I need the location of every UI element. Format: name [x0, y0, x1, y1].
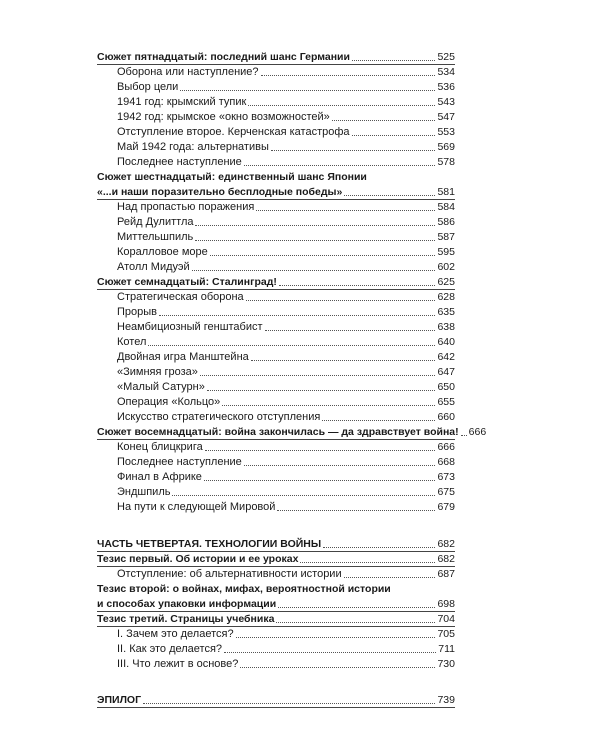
toc-subentry: [97, 485, 455, 500]
toc-page-number: 675: [437, 486, 455, 498]
toc-page-number: 584: [437, 201, 455, 213]
toc-entry-title: Искусство стратегического отступления: [117, 411, 321, 423]
toc-entry-title: 1941 год: крымский тупик: [117, 96, 247, 108]
toc-entry-title: Отступление второе. Керченская катастрофа: [117, 126, 350, 138]
toc-subentry: [97, 642, 455, 657]
toc-entry-title: Май 1942 года: альтернативы: [117, 141, 269, 153]
toc-entry-title: Прорыв: [117, 306, 158, 318]
toc-page-number: 640: [437, 336, 455, 348]
dot-leader: [256, 210, 435, 211]
toc-entry-title: ЧАСТЬ ЧЕТВЕРТАЯ. ТЕХНОЛОГИИ ВОЙНЫ: [97, 538, 322, 550]
toc-entry-title: Над пропастью поражения: [117, 201, 255, 213]
toc-entry-title: I. Зачем это делается?: [117, 628, 234, 640]
toc-page-number: 543: [437, 96, 455, 108]
dot-leader: [236, 637, 436, 638]
toc-entry-title: II. Как это делается?: [117, 643, 223, 655]
toc-subentry: [97, 455, 455, 470]
dot-leader: [222, 405, 435, 406]
spacer: [97, 515, 455, 537]
toc-subentry: [97, 335, 455, 350]
toc-page-number: 730: [437, 658, 455, 670]
toc-page-number: 569: [437, 141, 455, 153]
dot-leader: [276, 622, 435, 623]
toc-heading-entry: [97, 693, 455, 708]
toc-entry-title: «...и наши поразительно бесплодные победы»: [97, 186, 343, 198]
toc-page-number: 595: [437, 246, 455, 258]
toc-heading-entry: [97, 50, 455, 65]
dot-leader: [204, 480, 436, 481]
toc-page-number: 534: [437, 66, 455, 78]
table-of-contents: [97, 50, 487, 708]
toc-page-number: 536: [437, 81, 455, 93]
toc-page-number: 602: [437, 261, 455, 273]
dot-leader: [277, 510, 435, 511]
toc-entry-title: Сюжет шестнадцатый: единственный шанс Японии: [97, 171, 367, 183]
toc-block-part-three: [97, 50, 487, 515]
toc-block-epilogue: [97, 693, 455, 708]
dot-leader: [172, 495, 435, 496]
toc-page-number: 739: [437, 694, 455, 706]
toc-page-number: 679: [437, 501, 455, 513]
toc-page-number: 682: [437, 553, 455, 565]
toc-subentry: [97, 567, 455, 582]
toc-page-number: 668: [437, 456, 455, 468]
toc-entry-title: Отступление: об альтернативности истории: [117, 568, 342, 580]
dot-leader: [159, 315, 435, 316]
toc-entry-title: 1942 год: крымское «окно возможностей»: [117, 111, 330, 123]
toc-heading-entry: [97, 612, 455, 627]
toc-heading-entry: [97, 597, 455, 612]
dot-leader: [261, 75, 436, 76]
toc-page-number: 698: [437, 598, 455, 610]
toc-page-number: 581: [437, 186, 455, 198]
dot-leader: [180, 90, 435, 91]
toc-page-number: 586: [437, 216, 455, 228]
dot-leader: [205, 450, 436, 451]
toc-entry-title: На пути к следующей Мировой: [117, 501, 276, 513]
toc-page-number: 650: [437, 381, 455, 393]
toc-entry-title: Неамбициозный генштабист: [117, 321, 263, 333]
toc-page-number: 647: [437, 366, 455, 378]
toc-entry-title: Оборона или наступление?: [117, 66, 259, 78]
dot-leader: [224, 652, 436, 653]
toc-entry-title: Сюжет пятнадцатый: последний шанс Германии: [97, 51, 350, 63]
toc-heading-entry: [97, 582, 455, 597]
toc-entry-title: Миттельшпиль: [117, 231, 194, 243]
toc-entry-title: «Малый Сатурн»: [117, 381, 205, 393]
toc-page-number: 711: [438, 643, 455, 655]
toc-subentry: [97, 95, 455, 110]
toc-subentry: [97, 470, 455, 485]
toc-entry-title: Атолл Мидуэй: [117, 261, 190, 273]
toc-heading-entry: [97, 537, 455, 552]
toc-subentry: [97, 215, 455, 230]
toc-subentry: [97, 200, 455, 215]
toc-page-number: 687: [437, 568, 455, 580]
toc-heading-entry: [97, 185, 455, 200]
dot-leader: [195, 240, 435, 241]
dot-leader: [352, 60, 436, 61]
toc-subentry: [97, 380, 455, 395]
toc-subentry: [97, 245, 455, 260]
toc-entry-title: Двойная игра Манштейна: [117, 351, 249, 363]
toc-page-number: 655: [437, 396, 455, 408]
toc-page-number: 666: [437, 441, 455, 453]
heading-rule: [97, 707, 455, 708]
toc-subentry: [97, 440, 455, 455]
toc-page-number: 553: [437, 126, 455, 138]
toc-entry-title: Последнее наступление: [117, 156, 242, 168]
toc-page-number: 642: [437, 351, 455, 363]
dot-leader: [279, 285, 436, 286]
toc-subentry: [97, 305, 455, 320]
toc-entry-title: Котел: [117, 336, 147, 348]
toc-entry-title: ЭПИЛОГ: [97, 694, 142, 706]
toc-heading-entry: [97, 425, 487, 440]
dot-leader: [300, 562, 435, 563]
dot-leader: [192, 270, 436, 271]
dot-leader: [344, 195, 435, 196]
toc-heading-entry: [97, 552, 455, 567]
toc-subentry: [97, 140, 455, 155]
toc-page-number: 625: [437, 276, 455, 288]
dot-leader: [210, 255, 436, 256]
dot-leader: [148, 345, 435, 346]
toc-subentry: [97, 260, 455, 275]
toc-subentry: [97, 155, 455, 170]
toc-entry-title: Тезис третий. Страницы учебника: [97, 613, 275, 625]
toc-page-number: 704: [437, 613, 455, 625]
toc-entry-title: Последнее наступление: [117, 456, 242, 468]
dot-leader: [352, 135, 436, 136]
dot-leader: [246, 300, 436, 301]
toc-page-number: 638: [437, 321, 455, 333]
toc-subentry: [97, 110, 455, 125]
toc-subentry: [97, 350, 455, 365]
toc-entry-title: Сюжет семнадцатый: Сталинград!: [97, 276, 277, 288]
toc-entry-title: Тезис первый. Об истории и ее уроках: [97, 553, 299, 565]
toc-page-number: 628: [437, 291, 455, 303]
toc-entry-title: «Зимняя гроза»: [117, 366, 198, 378]
dot-leader: [207, 390, 436, 391]
toc-entry-title: Финал в Африке: [117, 471, 202, 483]
dot-leader: [323, 547, 435, 548]
toc-entry-title: Операция «Кольцо»: [117, 396, 221, 408]
dot-leader: [265, 330, 436, 331]
dot-leader: [278, 607, 435, 608]
dot-leader: [200, 375, 436, 376]
toc-page-number: 635: [437, 306, 455, 318]
dot-leader: [248, 105, 435, 106]
toc-page-number: 547: [437, 111, 455, 123]
toc-subentry: [97, 125, 455, 140]
toc-heading-entry: [97, 275, 455, 290]
dot-leader: [344, 577, 436, 578]
toc-page-number: 682: [437, 538, 455, 550]
toc-entry-title: Эндшпиль: [117, 486, 171, 498]
dot-leader: [332, 120, 436, 121]
toc-entry-title: Рейд Дулиттла: [117, 216, 194, 228]
dot-leader: [271, 150, 436, 151]
dot-leader: [244, 465, 436, 466]
toc-page-number: 587: [437, 231, 455, 243]
dot-leader: [195, 225, 435, 226]
toc-subentry: [97, 320, 455, 335]
toc-block-part-four: [97, 537, 455, 672]
toc-entry-title: III. Что лежит в основе?: [117, 658, 239, 670]
dot-leader: [240, 667, 435, 668]
toc-page-number: 660: [437, 411, 455, 423]
dot-leader: [251, 360, 436, 361]
toc-subentry: [97, 657, 455, 672]
toc-page-number: 666: [468, 426, 487, 438]
toc-subentry: [97, 80, 455, 95]
toc-page-number: 578: [437, 156, 455, 168]
toc-subentry: [97, 230, 455, 245]
toc-entry-title: и способах упаковки информации: [97, 598, 277, 610]
dot-leader: [322, 420, 435, 421]
dot-leader: [244, 165, 436, 166]
spacer: [97, 672, 455, 693]
toc-page-number: 525: [437, 51, 455, 63]
toc-subentry: [97, 65, 455, 80]
toc-entry-title: Коралловое море: [117, 246, 208, 258]
toc-subentry: [97, 395, 455, 410]
toc-subentry: [97, 365, 455, 380]
toc-page-number: 673: [437, 471, 455, 483]
dot-leader: [143, 703, 435, 704]
toc-subentry: [97, 627, 455, 642]
toc-entry-title: Сюжет восемнадцатый: война закончилась — да здравствует война!: [97, 426, 459, 438]
toc-heading-entry: [97, 170, 455, 185]
toc-subentry: [97, 290, 455, 305]
toc-entry-title: Стратегическая оборона: [117, 291, 244, 303]
toc-entry-title: Выбор цели: [117, 81, 179, 93]
toc-subentry: [97, 500, 455, 515]
toc-entry-title: Тезис второй: о войнах, мифах, вероятностной истории: [97, 583, 391, 595]
toc-subentry: [97, 410, 455, 425]
toc-entry-title: Конец блицкрига: [117, 441, 203, 453]
toc-page-number: 705: [437, 628, 455, 640]
